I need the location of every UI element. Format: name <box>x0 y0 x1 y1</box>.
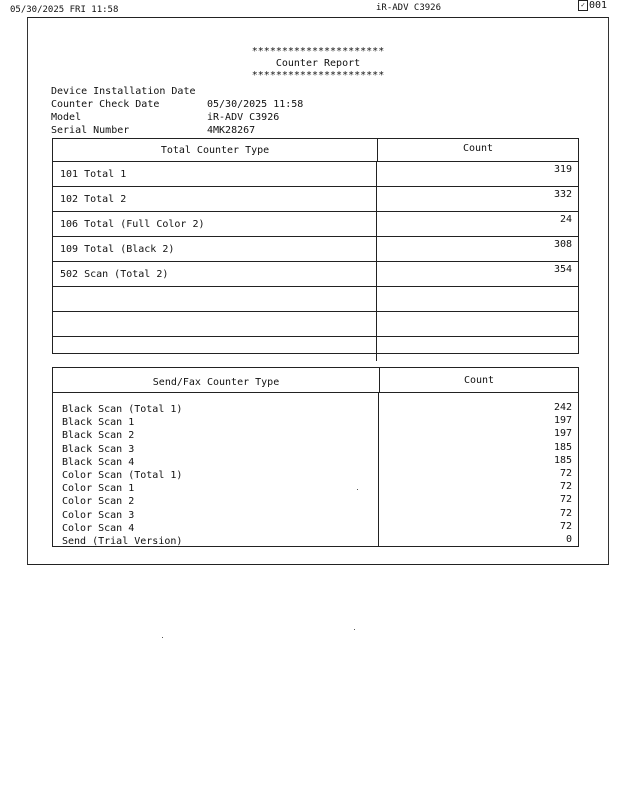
scan-speck <box>357 489 358 490</box>
info-label: Device Installation Date <box>51 86 196 97</box>
send-fax-counter-table <box>52 367 579 547</box>
counter-count: 197 <box>553 415 572 427</box>
counter-name: 106 Total (Full Color 2) <box>53 212 377 236</box>
info-label: Serial Number <box>51 125 130 136</box>
report-title: Counter Report <box>275 58 361 69</box>
info-row <box>51 85 303 98</box>
counter-count: 72 <box>559 481 572 493</box>
info-value: 05/30/2025 11:58 <box>207 99 304 110</box>
counter-name: Send (Trial Version) <box>62 535 183 547</box>
fax-header-page <box>578 0 607 11</box>
counter-count: 0 <box>565 533 572 545</box>
table-row <box>53 312 578 337</box>
counter-count: 72 <box>559 467 572 479</box>
counter-name: Black Scan 1 <box>62 417 135 429</box>
counter-name <box>53 287 377 311</box>
fax-header-model: iR-ADV C3926 <box>376 3 442 13</box>
table-header <box>53 368 578 393</box>
table-row <box>53 262 578 287</box>
scan-speck <box>354 629 355 630</box>
counter-count: 242 <box>553 402 572 413</box>
table-row <box>53 237 578 262</box>
counter-name: 101 Total 1 <box>53 162 377 186</box>
counter-count: 354 <box>553 264 572 275</box>
table-row <box>53 162 578 187</box>
counter-count: 332 <box>553 189 572 200</box>
info-row <box>51 98 303 111</box>
info-label: Counter Check Date <box>51 99 160 110</box>
counter-count <box>377 312 578 336</box>
counter-name: Black Scan 2 <box>62 430 135 442</box>
counter-count: 185 <box>553 454 572 466</box>
total-counter-table <box>52 138 579 354</box>
counter-count: 72 <box>559 494 572 506</box>
counter-name: 109 Total (Black 2) <box>53 237 377 261</box>
stars-bottom: ********************** <box>251 70 385 81</box>
counter-count: 185 <box>553 441 572 453</box>
counter-count: 72 <box>559 507 572 519</box>
fax-header-datetime: 05/30/2025 FRI 11:58 <box>10 5 119 15</box>
page-box-icon: ✓ <box>578 0 588 11</box>
col-header-count: Count <box>462 143 494 154</box>
counter-name: Color Scan (Total 1) <box>62 469 183 481</box>
counter-count: 319 <box>553 164 572 175</box>
counter-name: Color Scan 3 <box>62 509 135 521</box>
table-row <box>53 287 578 312</box>
info-row <box>51 111 303 124</box>
counter-name: Color Scan 2 <box>62 496 135 508</box>
table-body <box>53 393 578 547</box>
table-header <box>53 139 578 162</box>
table-row <box>53 337 578 361</box>
col-header-type: Total Counter Type <box>53 139 378 161</box>
counter-name <box>53 337 377 361</box>
counter-values <box>379 393 578 547</box>
counter-name: Color Scan 1 <box>62 483 135 495</box>
counter-count: 72 <box>559 520 572 532</box>
scan-speck <box>162 637 163 638</box>
stars-top: ********************** <box>251 46 385 57</box>
counter-names <box>53 393 379 547</box>
info-label: Model <box>51 112 82 123</box>
col-header-count: Count <box>463 375 495 386</box>
counter-name: 102 Total 2 <box>53 187 377 211</box>
counter-name: Black Scan (Total 1) <box>62 404 183 415</box>
counter-name <box>53 312 377 336</box>
info-row <box>51 124 303 137</box>
table-row <box>53 212 578 237</box>
counter-count <box>377 287 578 311</box>
counter-count: 24 <box>559 214 572 225</box>
counter-count: 197 <box>553 428 572 440</box>
page-number: 001 <box>589 0 608 11</box>
info-value: iR-ADV C3926 <box>207 112 280 123</box>
col-header-type: Send/Fax Counter Type <box>53 368 380 392</box>
counter-name: Black Scan 3 <box>62 443 135 455</box>
counter-count <box>377 337 578 361</box>
report-title-block <box>28 46 608 82</box>
device-info <box>51 85 303 137</box>
counter-name: Color Scan 4 <box>62 522 135 534</box>
counter-name: 502 Scan (Total 2) <box>53 262 377 286</box>
table-row <box>53 187 578 212</box>
info-value: 4MK28267 <box>207 125 256 136</box>
counter-count: 308 <box>553 239 572 250</box>
counter-name: Black Scan 4 <box>62 456 135 468</box>
